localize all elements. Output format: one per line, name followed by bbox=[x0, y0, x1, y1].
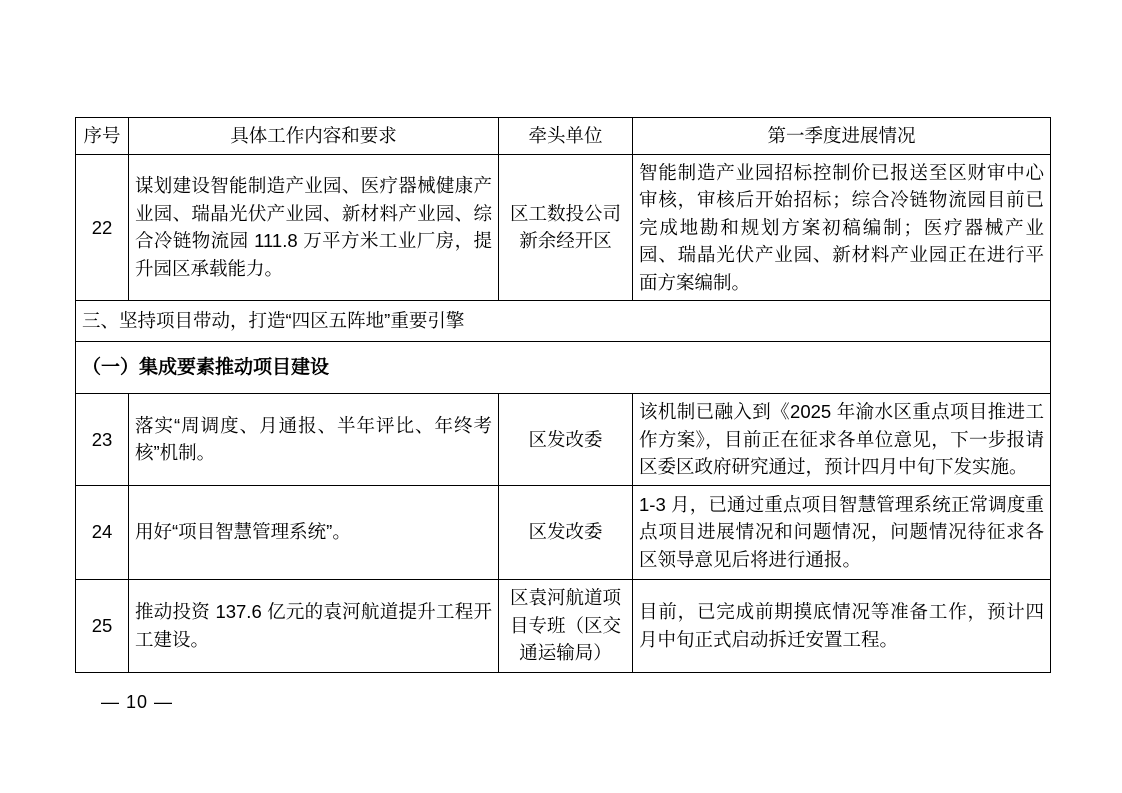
page-number: — 10 — bbox=[101, 692, 174, 712]
row-number-cell: 22 bbox=[76, 154, 129, 301]
progress-cell: 该机制已融入到《2025 年渝水区重点项目推进工作方案》，目前正在征求各单位意见，下一步报请区委区政府研究通过，预计四月中旬下发实施。 bbox=[633, 394, 1051, 486]
lead-unit-cell: 区发改委 bbox=[499, 485, 633, 579]
table-header-row bbox=[76, 118, 1051, 155]
progress-cell: 1-3 月，已通过重点项目智慧管理系统正常调度重点项目进展情况和问题情况，问题情况待征求各区领导意见后将进行通报。 bbox=[633, 485, 1051, 579]
lead-unit-line: 新余经开区 bbox=[519, 230, 612, 252]
row-number-cell: 23 bbox=[76, 394, 129, 486]
table-row-23 bbox=[76, 394, 1051, 486]
lead-unit-cell: 区袁河航道项目专班（区交通运输局） bbox=[499, 579, 633, 672]
progress-cell: 智能制造产业园招标控制价已报送至区财审中心审核，审核后开始招标；综合冷链物流园目前已完成地勘和规划方案初稿编制；医疗器械产业园、瑞晶光伏产业园、新材料产业园正在进行平面方案编制。 bbox=[633, 154, 1051, 301]
work-progress-table bbox=[75, 117, 1051, 673]
progress-cell: 目前，已完成前期摸底情况等准备工作，预计四月中旬正式启动拆迁安置工程。 bbox=[633, 579, 1051, 672]
header-no: 序号 bbox=[76, 118, 129, 155]
header-content: 具体工作内容和要求 bbox=[129, 118, 499, 155]
table-row-22 bbox=[76, 154, 1051, 301]
lead-unit-cell bbox=[499, 154, 633, 301]
work-content-cell: 推动投资 137.6 亿元的袁河航道提升工程开工建设。 bbox=[129, 579, 499, 672]
section-row-3 bbox=[76, 301, 1051, 342]
work-content-cell: 谋划建设智能制造产业园、医疗器械健康产业园、瑞晶光伏产业园、新材料产业园、综合冷链物流园 111.8 万平方米工业厂房，提升园区承载能力。 bbox=[129, 154, 499, 301]
work-content-cell: 用好“项目智慧管理系统”。 bbox=[129, 485, 499, 579]
header-unit: 牵头单位 bbox=[499, 118, 633, 155]
table-row-25 bbox=[76, 579, 1051, 672]
header-progress: 第一季度进展情况 bbox=[633, 118, 1051, 155]
section-row-3-1 bbox=[76, 342, 1051, 394]
work-content-cell: 落实“周调度、月通报、半年评比、年终考核”机制。 bbox=[129, 394, 499, 486]
lead-unit-cell: 区发改委 bbox=[499, 394, 633, 486]
table-row-24 bbox=[76, 485, 1051, 579]
lead-unit-line: 区工数投公司 bbox=[509, 202, 621, 224]
row-number-cell: 25 bbox=[76, 579, 129, 672]
row-number-cell: 24 bbox=[76, 485, 129, 579]
subsection-title: （一）集成要素推动项目建设 bbox=[76, 342, 1051, 394]
section-title: 三、坚持项目带动，打造“四区五阵地”重要引擎 bbox=[76, 301, 1051, 342]
